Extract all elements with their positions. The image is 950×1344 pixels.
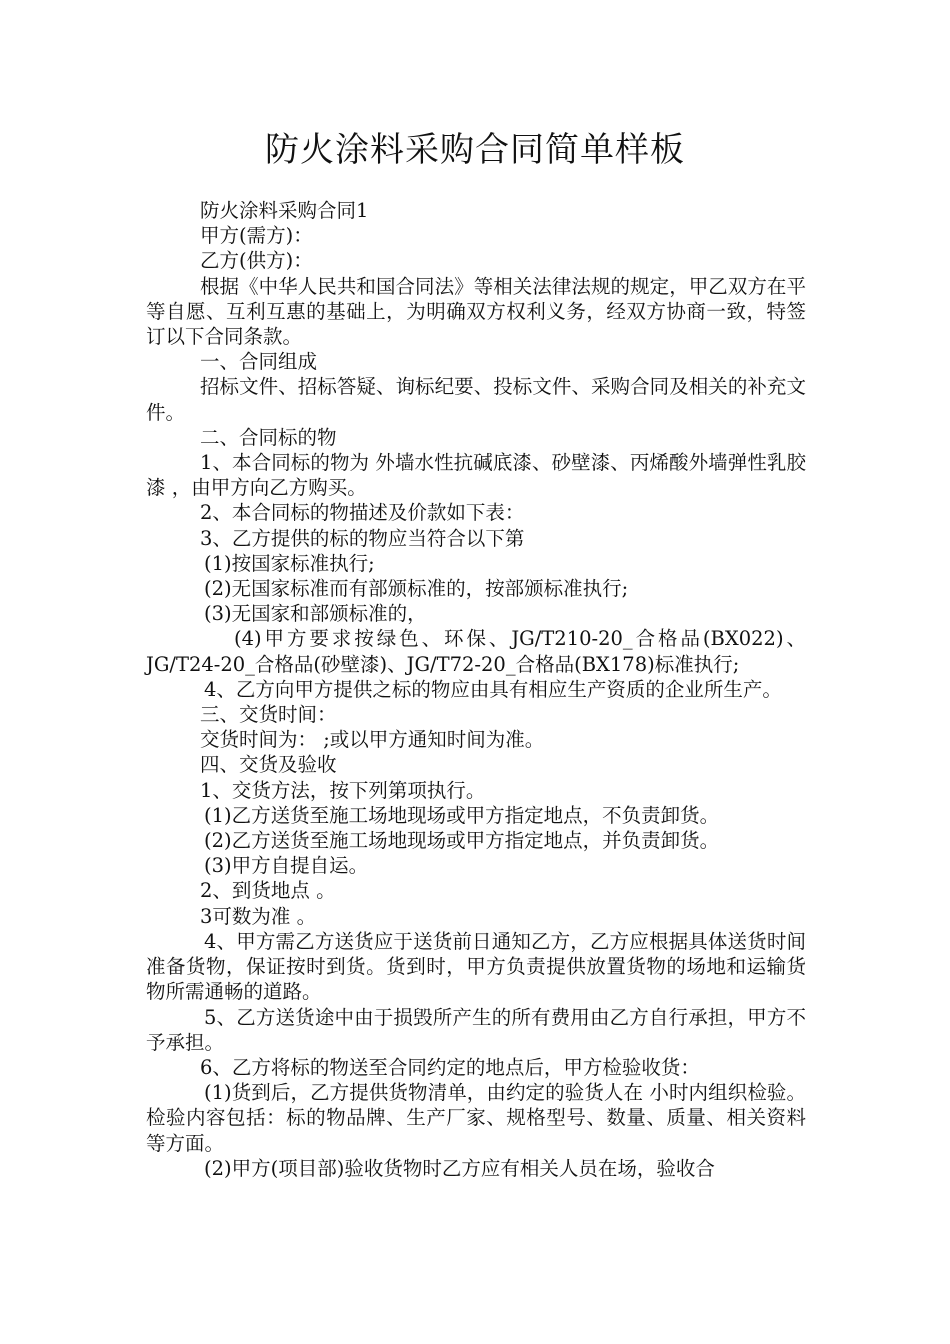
paragraph: 3、乙方提供的标的物应当符合以下第 xyxy=(200,526,525,550)
paragraph: 4、乙方向甲方提供之标的物应由具有相应生产资质的企业所生产。 xyxy=(204,677,782,701)
section-heading-4: 四、交货及验收 xyxy=(200,753,337,777)
paragraph: 2、本合同标的物描述及价款如下表： xyxy=(200,501,525,525)
paragraph: 招标文件、招标答疑、询标纪要、投标文件、采购合同及相关的补充文件。 xyxy=(146,375,806,424)
paragraph: 5、乙方送货途中由于损毁所产生的所有费用由乙方自行承担，甲方不予承担。 xyxy=(146,1005,806,1054)
list-item: (1)按国家标准执行; xyxy=(204,551,375,575)
paragraph: 4、甲方需乙方送货应于送货前日通知乙方，乙方应根据具体送货时间准备货物，保证按时到货。货到时，甲方负责提供放置货物的场地和运输货物所需通畅的道路。 xyxy=(146,929,806,1004)
paragraph: 1、交货方法，按下列第项执行。 xyxy=(200,778,486,802)
paragraph: 3可数为准 。 xyxy=(200,904,317,928)
preamble-paragraph: 根据《中华人民共和国合同法》等相关法律法规的规定，甲乙双方在平等自愿、互利互惠的基础上，为明确双方权利义务，经双方协商一致，特签订以下合同条款。 xyxy=(146,274,806,349)
list-item: (4)甲方要求按绿色、环保、JG/T210-20_合格品(BX022)、JG/T24-20_合格品(砂壁漆)、JG/T72-20_合格品(BX178)标准执行; xyxy=(146,627,806,676)
paragraph: 6、乙方将标的物送至合同约定的地点后，甲方检验收货： xyxy=(200,1055,700,1079)
document-title: 防火涂料采购合同简单样板 xyxy=(265,130,685,170)
list-item: (3)甲方自提自运。 xyxy=(204,854,369,878)
section-heading-2: 二、合同标的物 xyxy=(200,425,337,449)
paragraph: 1、本合同标的物为 外墙水性抗碱底漆、砂壁漆、丙烯酸外墙弹性乳胶漆 ，由甲方向乙方购买。 xyxy=(146,451,806,500)
list-item: (2)乙方送货至施工场地现场或甲方指定地点，并负责卸货。 xyxy=(204,829,720,853)
list-item: (2)无国家标准而有部颁标准的，按部颁标准执行; xyxy=(204,577,629,601)
paragraph: 2、到货地点 。 xyxy=(200,879,336,903)
party-a-line: 甲方(需方)： xyxy=(200,224,313,248)
party-b-line: 乙方(供方)： xyxy=(200,249,313,273)
list-item: (2)甲方(项目部)验收货物时乙方应有相关人员在场，验收合 xyxy=(204,1156,715,1180)
list-item: (1)货到后，乙方提供货物清单，由约定的验货人在 小时内组织检验。检验内容包括：标的物品牌、生产厂家、规格型号、数量、质量、相关资料等方面。 xyxy=(146,1081,806,1155)
list-item: (1)乙方送货至施工场地现场或甲方指定地点，不负责卸货。 xyxy=(204,803,720,827)
contract-heading: 防火涂料采购合同1 xyxy=(200,199,369,222)
document-body xyxy=(146,198,806,1181)
paragraph: 交货时间为： ;或以甲方通知时间为准。 xyxy=(200,728,545,752)
section-heading-1: 一、合同组成 xyxy=(200,350,318,374)
section-heading-3: 三、交货时间： xyxy=(200,703,337,727)
list-item: (3)无国家和部颁标准的， xyxy=(204,602,427,626)
